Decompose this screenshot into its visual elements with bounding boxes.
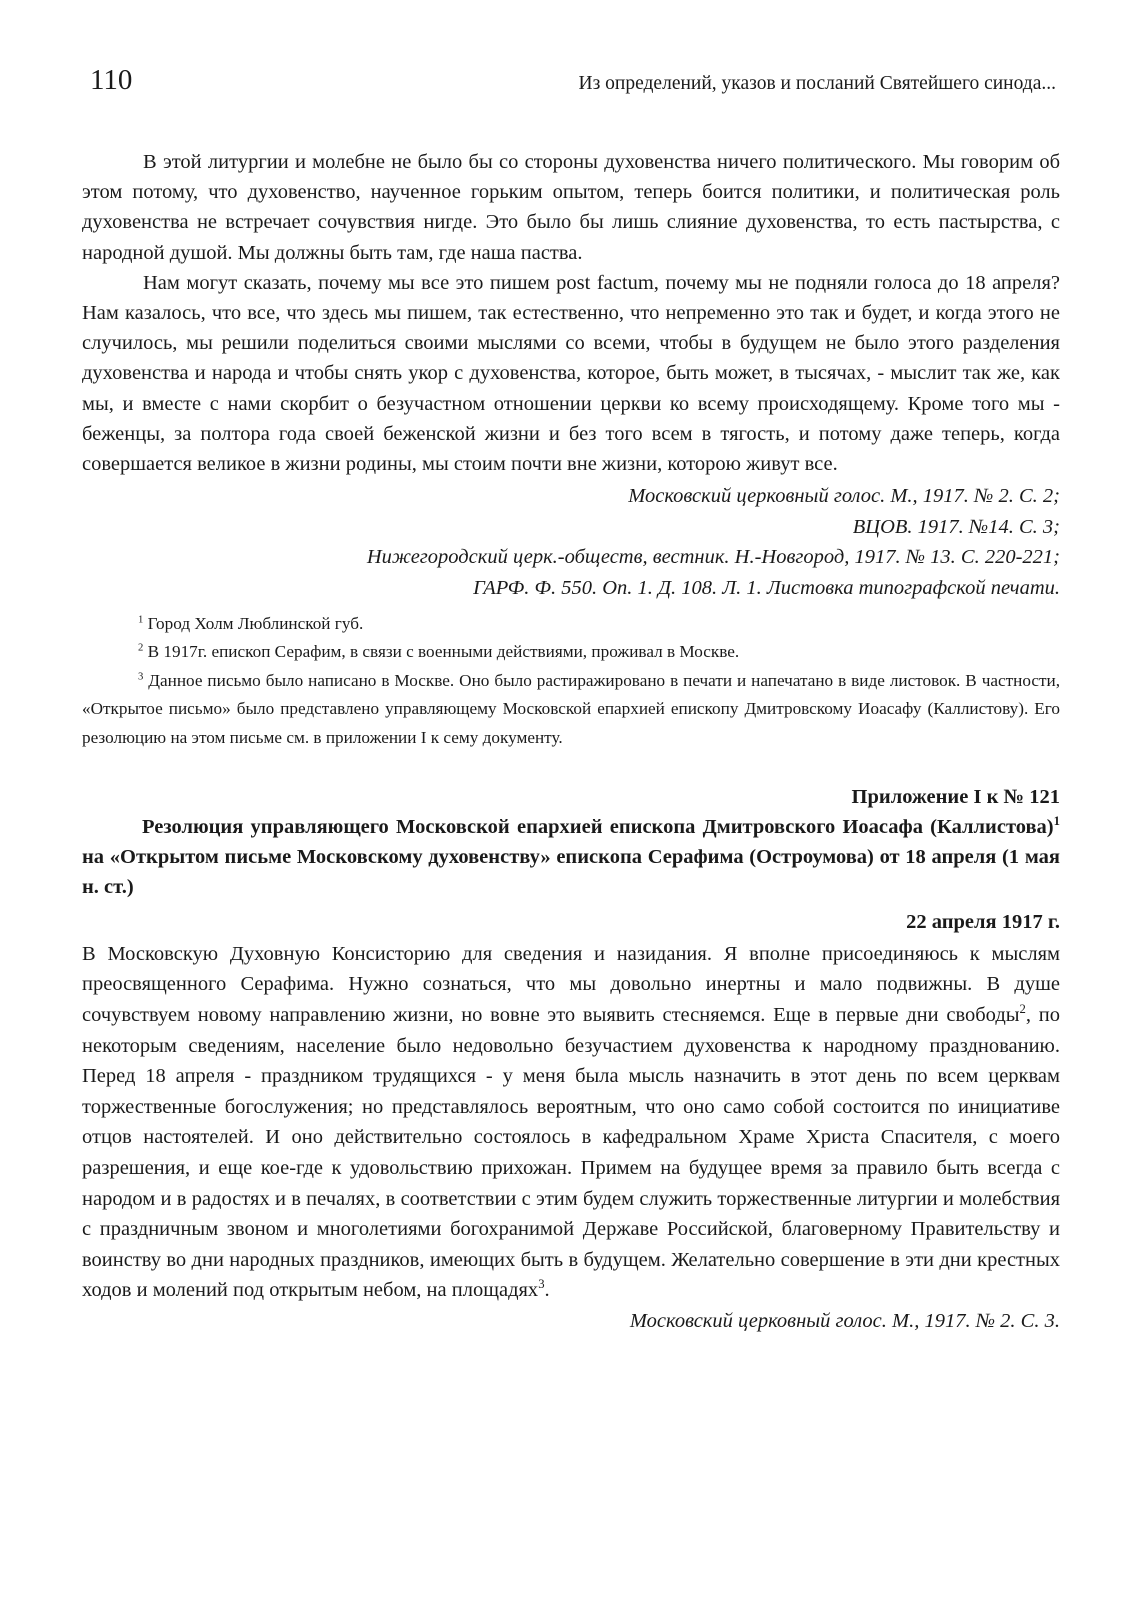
footnote-mark: 3 — [138, 671, 144, 683]
main-text — [82, 147, 1060, 479]
footnote-mark: 2 — [138, 642, 144, 654]
source-citation: ГАРФ. Ф. 550. Оп. 1. Д. 108. Л. 1. Листовка типографской печати. — [473, 577, 1060, 600]
running-header — [82, 64, 1060, 104]
body-paragraph: Нам могут сказать, почему мы все это пишем post factum, почему мы не подняли голоса до 18 апреля? Нам казалось, что все, что здесь мы пишем, так естественно, что непременно это так и будет, и когда этого не случилось, мы решили поделиться своими мыслями со всеми, чтобы в будущем не было этого разделения духовенства и народа и чтобы снять укор с духовенства, которое, быть может, в тысячах, - мыслит так же, как мы, и вместе с нами скорбит о безучастном отношении церкви ко всему происходящему. Кроме того мы - беженцы, за полтора года своей беженской жизни и без того всем в тягость, и потому даже теперь, когда совершается великое в жизни родины, мы стоим почти вне жизни, которою живут все. — [82, 271, 1060, 476]
appendix-text-part: , по некоторым сведениям, население было недовольно безучастием духовенства к народному празднованию. Перед 18 апреля - праздником трудящихся - у меня была мысль назначить в этот день по всем церквам торжественные богослужения; но представлялось вероятным, что оно само собой состоится по инициативе отцов настоятелей. И оно действительно состоялось в кафедральном Храме Христа Спасителя, с моего разрешения, и еще кое-где к удовольствию прихожан. Примем на будущее время за правило быть всегда с народом и в радостях и в печалях, в соответствии с этим будем служить торжественные литургии и молебствия с праздничным звоном и многолетиями богохранимой Державе Российской, благоверному Правительству и воинству во дни народных праздников, имеющих быть в будущем. Желательно совершение в эти дни крестных ходов и молений под открытым небом, на площадях — [82, 1003, 1060, 1302]
appendix-text-part: . — [544, 1279, 550, 1302]
source-citations — [82, 481, 1060, 603]
page-number: 110 — [90, 64, 133, 96]
footnote-text: Данное письмо было написано в Москве. Оно было растиражировано в печати и напечатано в виде листовок. В частности, «Открытое письмо» было представлено управляющему Московской епархией епископу Дмитровскому Иоасафу (Каллистову). Его резолюцию на этом письме см. в приложении I к сему документу. — [82, 670, 1060, 747]
footnote-text: Город Холм Люблинской губ. — [143, 613, 364, 633]
footnote — [82, 638, 1060, 667]
footnotes — [82, 610, 1060, 753]
appendix-text-part: В Московскую Духовную Консисторию для сведения и назидания. Я вполне присоединяюсь к мыслям преосвященного Серафима. Нужно сознаться, что мы довольно инертны и мало подвижны. В душе сочувствуем новому направлению жизни, но вовне это выявить стесняемся. Еще в первые дни свободы — [82, 942, 1060, 1026]
running-title: Из определений, указов и посланий Святейшего синода... — [578, 73, 1056, 94]
footnote-text: В 1917г. епископ Серафим, в связи с военными действиями, проживал в Москве. — [143, 642, 740, 662]
appendix-text — [82, 939, 1060, 1306]
footnote — [82, 667, 1060, 753]
appendix-source-citation: Московский церковный голос. М., 1917. № 2. С. 3. — [629, 1309, 1060, 1332]
appendix-label: Приложение I к № 121 — [851, 785, 1060, 808]
body-paragraph: В этой литургии и молебне не было бы со стороны духовенства ничего политического. Мы говорим об этом потому, что духовенство, наученное горьким опытом, теперь боится политики, и политическая роль духовенства не встречает сочувствия нигде. Это было бы лишь слияние духовенства, то есть пастырства, с народной душой. Мы должны быть там, где наша паства. — [82, 151, 1060, 264]
appendix-title-text: Резолюция управляющего Московской епархией епископа Дмитровского Иоасафа (Каллистова) — [142, 815, 1054, 838]
source-citation: Нижегородский церк.-обществ, вестник. Н.-Новгород, 1917. № 13. С. 220-221; — [366, 546, 1060, 569]
source-citation: ВЦОВ. 1917. №14. С. 3; — [852, 515, 1060, 538]
appendix-title-text: на «Открытом письме Московскому духовенству» епископа Серафима (Остроумова) от 18 апреля (1 мая н. ст.) — [82, 845, 1060, 899]
footnote-mark: 2 — [1019, 1002, 1026, 1017]
appendix-date: 22 апреля 1917 г. — [906, 910, 1060, 933]
footnote — [82, 610, 1060, 639]
footnote-mark: 3 — [538, 1277, 545, 1292]
footnote-mark: 1 — [1053, 813, 1060, 828]
source-citation: Московский церковный голос. М., 1917. № 2. С. 2; — [628, 485, 1060, 508]
appendix-title — [82, 812, 1060, 903]
footnote-mark: 1 — [138, 613, 144, 625]
appendix-section — [82, 782, 1060, 1337]
